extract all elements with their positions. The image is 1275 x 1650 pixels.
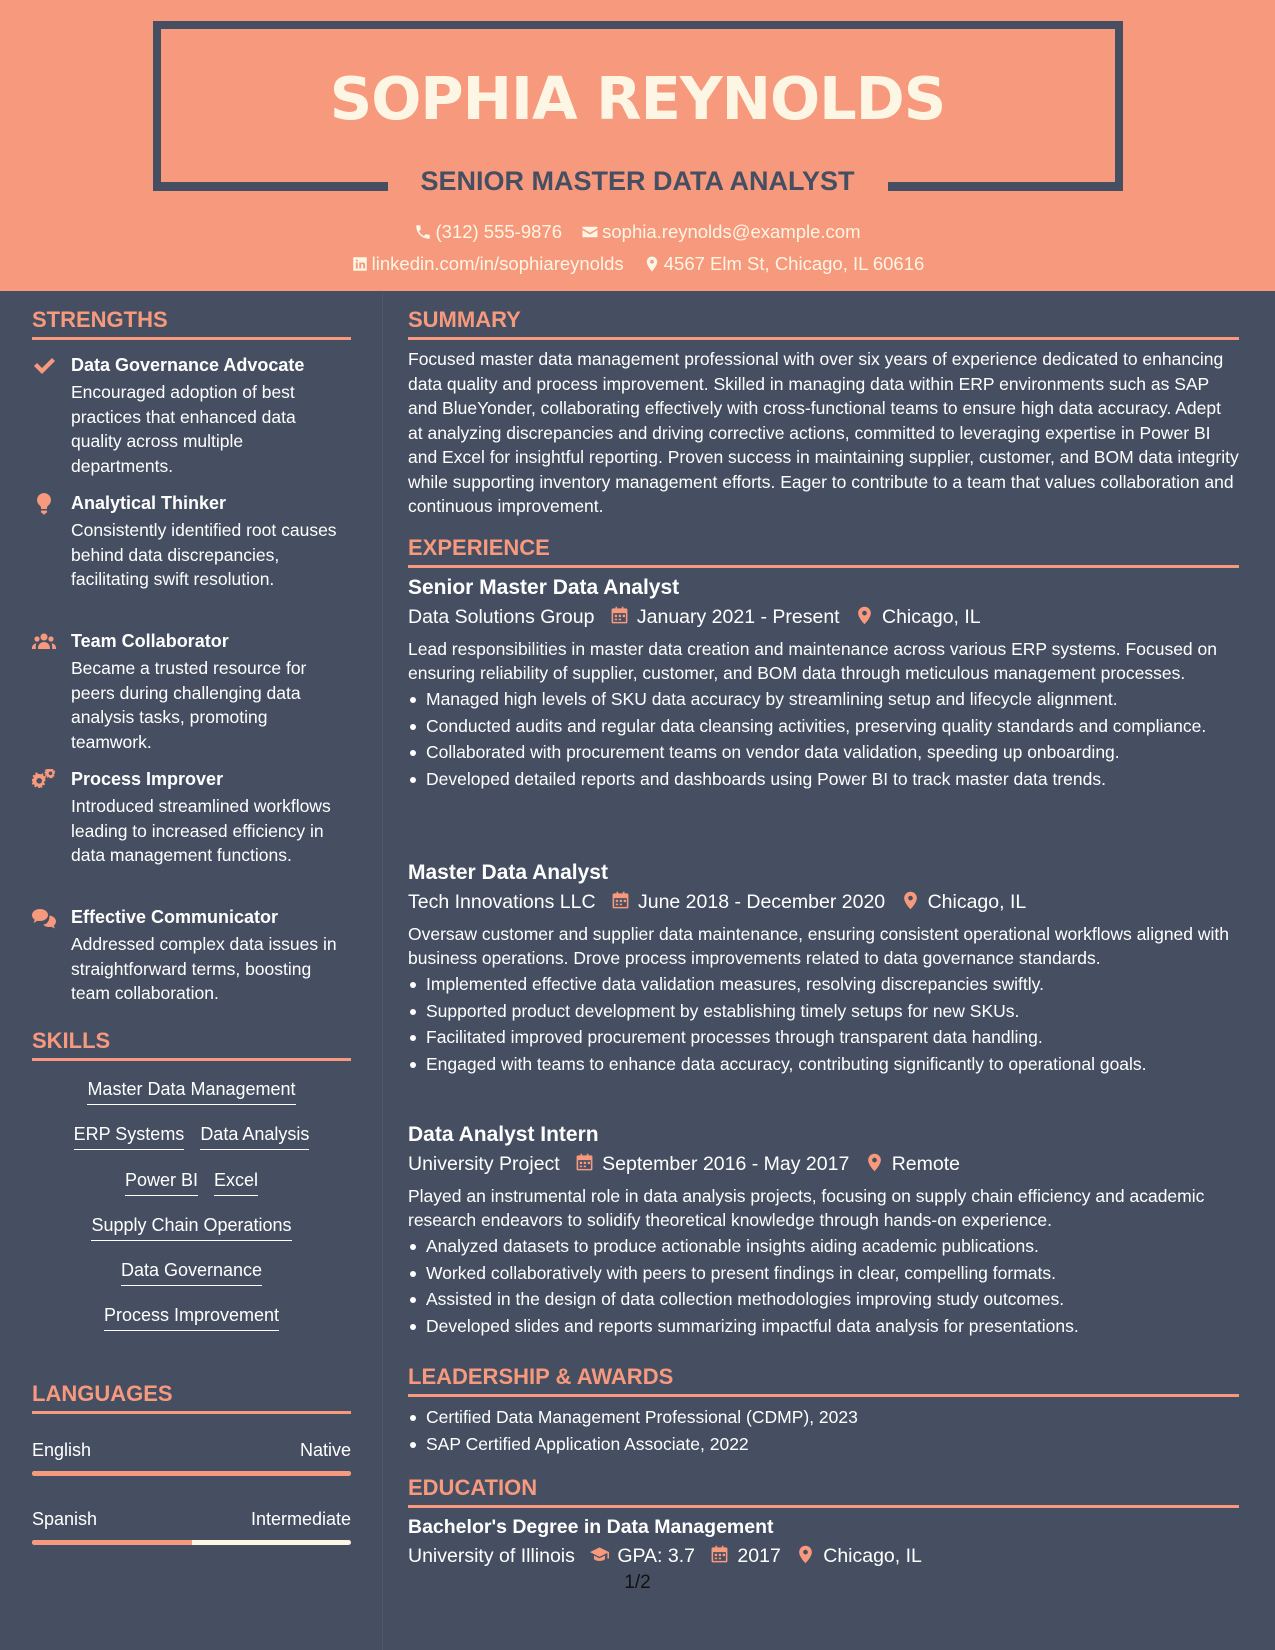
- email-text: sophia.reynolds@example.com: [602, 221, 861, 242]
- check-icon: [32, 355, 56, 377]
- envelope-icon: [581, 223, 599, 241]
- strength-desc: Consistently identified root causes behind data discrepancies, facilitating swift resolution.: [71, 520, 337, 589]
- job-entry: [408, 861, 1239, 1078]
- calendar-icon: [575, 1153, 594, 1172]
- skill-tag: ERP Systems: [74, 1124, 185, 1150]
- job-bullet: Conducted audits and regular data cleansing activities, preserving quality standards and compliance.: [408, 714, 1239, 738]
- job-entry: [408, 576, 1239, 793]
- skill-tag: Data Analysis: [200, 1124, 309, 1150]
- job-company: University Project: [408, 1153, 560, 1175]
- column-divider: [382, 291, 383, 1650]
- language-name: English: [32, 1440, 92, 1460]
- awards-list: [408, 1405, 1239, 1456]
- job-bullet: Worked collaboratively with peers to present findings in clear, compelling formats.: [408, 1261, 1239, 1285]
- contact-linkedin[interactable]: [351, 253, 624, 275]
- map-marker-icon: [643, 255, 661, 273]
- job-description: Played an instrumental role in data analysis projects, focusing on supply chain efficiency and academic research endeavors to solidify theoretical knowledge through hands-on experience.: [408, 1186, 1205, 1230]
- map-marker-icon: [865, 1153, 884, 1172]
- education-school: University of Illinois: [408, 1545, 575, 1567]
- linkedin-text: linkedin.com/in/sophiareynolds: [371, 253, 624, 274]
- job-bullets: [408, 1234, 1239, 1338]
- strength-title: Team Collaborator: [71, 631, 229, 651]
- lightbulb-icon: [32, 493, 56, 515]
- strength-desc: Introduced streamlined workflows leading to increased efficiency in data management functions.: [71, 796, 331, 865]
- education-section-title: EDUCATION: [408, 1475, 1239, 1508]
- calendar-icon: [610, 606, 629, 625]
- contact-phone[interactable]: [414, 221, 562, 243]
- job-description: Lead responsibilities in master data creation and maintenance across various ERP systems. Focused on ensuring reliability of supplier, customer, and BOM data through meticulous management processes.: [408, 639, 1217, 683]
- job-company: Data Solutions Group: [408, 606, 595, 628]
- awards-section: [408, 1364, 1239, 1458]
- job-entry: [408, 1123, 1239, 1340]
- awards-section-title: LEADERSHIP & AWARDS: [408, 1364, 1239, 1397]
- job-location: Remote: [891, 1153, 960, 1175]
- skill-row: [32, 1124, 351, 1150]
- job-meta: [408, 606, 1239, 629]
- language-item: [32, 1509, 351, 1549]
- education-degree: Bachelor's Degree in Data Management: [408, 1516, 774, 1538]
- education-year: 2017: [737, 1545, 781, 1567]
- job-meta: [408, 891, 1239, 914]
- skill-row: [32, 1305, 351, 1331]
- gears-icon: [32, 769, 56, 791]
- job-bullet: Developed detailed reports and dashboards using Power BI to track master data trends.: [408, 767, 1239, 791]
- strength-desc: Became a trusted resource for peers during challenging data analysis tasks, promoting teamwork.: [71, 658, 307, 752]
- job-bullet: Developed slides and reports summarizing impactful data analysis for presentations.: [408, 1314, 1239, 1338]
- job-location: Chicago, IL: [882, 606, 981, 628]
- job-meta: [408, 1153, 1239, 1176]
- comments-icon: [32, 907, 56, 929]
- linkedin-icon: [351, 255, 369, 273]
- language-proficiency-bar: [32, 1540, 351, 1545]
- job-description: Oversaw customer and supplier data maintenance, ensuring consistent operational workflows aligned with business operations. Drove process improvements related to data governance standards.: [408, 924, 1229, 968]
- job-role: Data Analyst Intern: [408, 1123, 599, 1146]
- skill-row: [32, 1079, 351, 1105]
- job-location: Chicago, IL: [927, 891, 1027, 913]
- skill-row: [32, 1260, 351, 1286]
- strength-title: Data Governance Advocate: [71, 355, 305, 375]
- contact-row-1: [0, 221, 1275, 243]
- strength-title: Process Improver: [71, 769, 224, 789]
- job-dates: September 2016 - May 2017: [602, 1153, 850, 1175]
- job-role: Senior Master Data Analyst: [408, 576, 680, 599]
- language-item: [32, 1440, 351, 1480]
- languages-section-title: LANGUAGES: [32, 1381, 351, 1414]
- job-bullet: Engaged with teams to enhance data accuracy, contributing significantly to operational goals.: [408, 1052, 1239, 1076]
- job-bullet: Analyzed datasets to produce actionable insights aiding academic publications.: [408, 1234, 1239, 1258]
- education-gpa: GPA: 3.7: [617, 1545, 695, 1567]
- language-name: Spanish: [32, 1509, 98, 1529]
- language-proficiency-fill: [32, 1471, 351, 1476]
- language-proficiency-fill: [32, 1540, 192, 1545]
- address-text: 4567 Elm St, Chicago, IL 60616: [663, 253, 925, 274]
- contact-address: [643, 253, 925, 275]
- skill-row: [32, 1170, 351, 1196]
- skills-section-title: SKILLS: [32, 1028, 351, 1061]
- language-level: Intermediate: [250, 1509, 351, 1529]
- candidate-name: SOPHIA REYNOLDS: [329, 64, 946, 133]
- skill-row: [32, 1215, 351, 1241]
- phone-icon: [414, 223, 432, 241]
- job-bullet: Managed high levels of SKU data accuracy by streamlining setup and lifecycle alignment.: [408, 687, 1239, 711]
- summary-section-title: SUMMARY: [408, 307, 1239, 340]
- strength-title: Analytical Thinker: [71, 493, 227, 513]
- job-bullet: Collaborated with procurement teams on vendor data validation, speeding up onboarding.: [408, 740, 1239, 764]
- experience-section-title: EXPERIENCE: [408, 535, 1239, 568]
- language-proficiency-bar: [32, 1471, 351, 1476]
- job-bullets: [408, 687, 1239, 791]
- award-item: Certified Data Management Professional (CDMP), 2023: [408, 1405, 1239, 1429]
- job-bullet: Facilitated improved procurement processes through transparent data handling.: [408, 1025, 1239, 1049]
- skill-tag: Power BI: [125, 1170, 198, 1196]
- resume-header: [0, 0, 1275, 291]
- job-bullets: [408, 972, 1239, 1076]
- phone-text: (312) 555-9876: [435, 221, 562, 242]
- users-icon: [32, 631, 56, 653]
- graduation-cap-icon: [590, 1545, 609, 1564]
- job-role: Master Data Analyst: [408, 861, 608, 884]
- language-level: Native: [299, 1440, 351, 1460]
- strength-desc: Encouraged adoption of best practices that enhanced data quality across multiple departments.: [71, 382, 296, 476]
- calendar-icon: [611, 891, 630, 910]
- summary-text: Focused master data management professional with over six years of experience dedicated to enhancing data quality and process improvement. Skilled in managing data within ERP environments such as SAP and BlueYonder, collaborating effectively with cross-functional teams to ensure high data accuracy. Adept at analyzing discrepancies and driving corrective actions, committed to leveraging expertise in Power BI and Excel for insightful reporting. Proven success in maintaining supplier, customer, and BOM data integrity while supporting inventory management efforts. Eager to contribute to a team that values collaboration and continuous improvement.: [408, 349, 1239, 516]
- job-dates: January 2021 - Present: [636, 606, 840, 628]
- education-location: Chicago, IL: [823, 1545, 922, 1567]
- contact-row-2: [0, 253, 1275, 275]
- strength-title: Effective Communicator: [71, 907, 279, 927]
- strengths-section-title: STRENGTHS: [32, 307, 351, 340]
- page-number: 1/2: [624, 1572, 651, 1593]
- skill-tag: Supply Chain Operations: [91, 1215, 291, 1241]
- job-title-heading: SENIOR MASTER DATA ANALYST: [420, 166, 855, 196]
- skill-tag: Data Governance: [121, 1260, 262, 1286]
- education-section: [408, 1475, 1239, 1568]
- job-bullet: Supported product development by establishing timely setups for new SKUs.: [408, 999, 1239, 1023]
- map-marker-icon: [796, 1545, 815, 1564]
- job-bullet: Implemented effective data validation measures, resolving discrepancies swiftly.: [408, 972, 1239, 996]
- job-bullet: Assisted in the design of data collection methodologies improving study outcomes.: [408, 1287, 1239, 1311]
- strength-desc: Addressed complex data issues in straightforward terms, boosting team collaboration.: [71, 934, 337, 1003]
- skill-tag: Excel: [214, 1170, 258, 1196]
- map-marker-icon: [901, 891, 920, 910]
- experience-section: [408, 535, 1239, 568]
- map-marker-icon: [855, 606, 874, 625]
- calendar-icon: [710, 1545, 729, 1564]
- skill-tag: Master Data Management: [87, 1079, 295, 1105]
- skill-tag: Process Improvement: [104, 1305, 279, 1331]
- job-dates: June 2018 - December 2020: [637, 891, 886, 913]
- summary-section: [408, 307, 1239, 340]
- job-company: Tech Innovations LLC: [408, 891, 596, 913]
- education-meta: [408, 1545, 1239, 1568]
- contact-email[interactable]: [581, 221, 860, 243]
- award-item: SAP Certified Application Associate, 2022: [408, 1432, 1239, 1456]
